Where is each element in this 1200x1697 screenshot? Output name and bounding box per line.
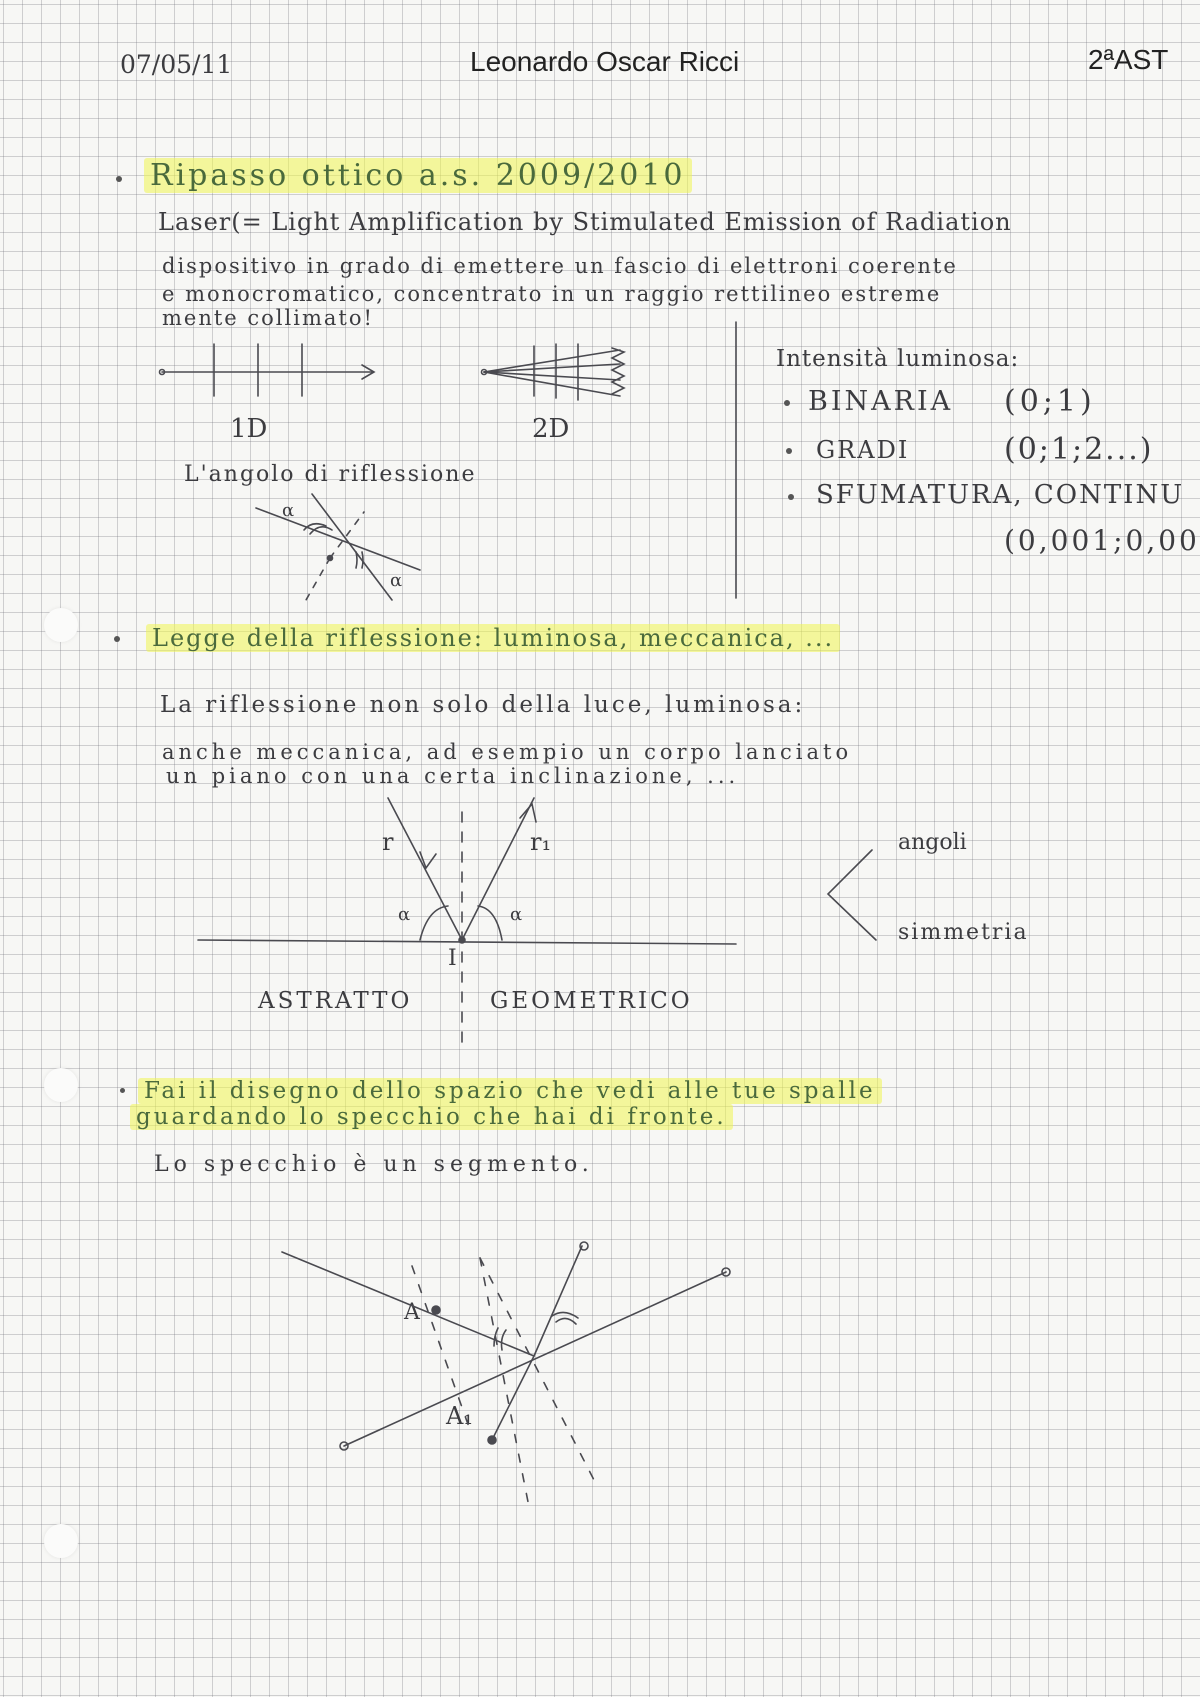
point-label-i: I — [448, 946, 457, 971]
mirror-statement: Lo specchio è un segmento. — [154, 1152, 594, 1177]
ray-label-r: r — [382, 828, 394, 856]
label-2d: 2D — [532, 414, 570, 444]
alpha-label-2: α — [390, 570, 403, 591]
intensity-item-gradi: GRADI — [816, 436, 910, 464]
section3-title-line-2: guardando lo specchio che hai di fronte. — [130, 1104, 733, 1130]
note-simmetria: simmetria — [898, 920, 1029, 945]
reflection-line-3: un piano con una certa inclinazione, ... — [166, 764, 740, 788]
label-geometrico: GEOMETRICO — [490, 988, 693, 1014]
point-label-a: A — [404, 1300, 420, 1325]
laser-description-line-3: mente collimato! — [162, 306, 374, 330]
class-label: 2ªAST — [1088, 44, 1169, 75]
note-angoli: angoli — [898, 830, 967, 855]
label-1d: 1D — [230, 414, 268, 444]
alpha-label-1: α — [282, 500, 295, 521]
section1-title: Ripasso ottico a.s. 2009/2010 — [144, 158, 692, 193]
alpha-label-3: α — [398, 904, 411, 925]
reflection-line-2: anche meccanica, ad esempio un corpo lanciato — [162, 740, 853, 764]
diagram-angle-reflection — [256, 494, 420, 600]
label-astratto: ASTRATTO — [258, 988, 413, 1014]
point-label-a1: A₁ — [446, 1402, 473, 1430]
laser-description-line-2: e monocromatico, concentrato in un raggio rettilineo estreme — [162, 282, 942, 306]
section2-title: Legge della riflessione: luminosa, meccanica, ... — [146, 624, 840, 652]
diagram-1d — [160, 344, 375, 396]
author-name: Leonardo Oscar Ricci — [470, 46, 740, 77]
alpha-label-4: α — [510, 904, 523, 925]
intensity-title: Intensità luminosa: — [776, 346, 1020, 372]
intensity-item-binaria: BINARIA — [808, 386, 954, 417]
diagram-reflection-law — [198, 798, 876, 1048]
diagram-2d — [482, 344, 625, 400]
diagram-mirror — [282, 1242, 730, 1512]
angle-caption: L'angolo di riflessione — [184, 462, 477, 487]
ray-label-r1: r₁ — [530, 828, 552, 856]
laser-description-line-1: dispositivo in grado di emettere un fascio di elettroni coerente — [162, 254, 958, 278]
intensity-values-binaria: (0;1) — [1004, 384, 1096, 419]
reflection-line-1: La riflessione non solo della luce, luminosa: — [160, 692, 806, 718]
intensity-values-gradi: (0;1;2...) — [1004, 432, 1154, 467]
intensity-item-sfumatura: SFUMATURA, CONTINU — [816, 480, 1185, 510]
date: 07/05/11 — [120, 50, 233, 79]
intensity-values-sfumatura: (0,001;0,00 — [1004, 524, 1200, 557]
section3-title-line-1: Fai il disegno dello spazio che vedi alle tue spalle — [138, 1078, 882, 1104]
laser-definition: Laser(= Light Amplification by Stimulated Emission of Radiation — [158, 208, 1012, 236]
